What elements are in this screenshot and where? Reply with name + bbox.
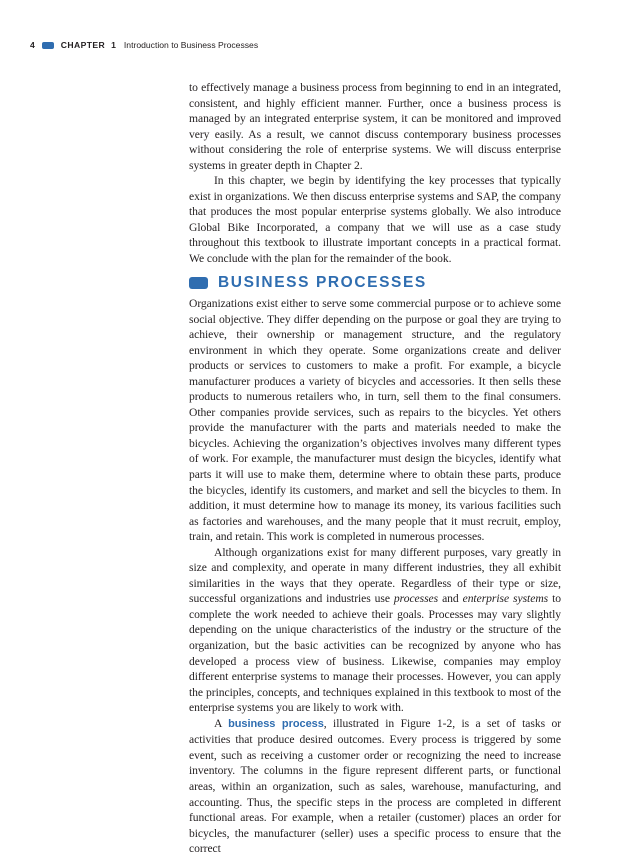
- chapter-title: Introduction to Business Processes: [123, 40, 259, 50]
- intro-text: [189, 80, 561, 267]
- emphasis-processes: processes: [393, 592, 439, 606]
- emphasis-enterprise-systems: enterprise systems: [462, 592, 549, 606]
- section-marker-icon: [189, 277, 208, 289]
- section-paragraph-2-text-c: to complete the work needed to achieve their goals. Processes may vary slightly depending on the unique characteristics of the industry or the structure of the organization, but the basic activities can be recognized by anyone who has developed a process view of business. Likewise, companies may employ different enterprise systems to manage their processes. However, you can apply the principles, concepts, and techniques explained in this textbook to most of the enterprise systems you are likely to work with.: [189, 592, 561, 715]
- key-term-business-process: business process: [228, 717, 324, 730]
- section-heading: [189, 272, 427, 294]
- section-paragraph-2-text-a: Although organizations exist for many different purposes, vary greatly in size and complexity, and operate in many different industries, they all exhibit similarities in the ways that they operate. Regardless of their type or size, successful organizations and industries use: [189, 545, 561, 606]
- section-paragraph-3: [189, 716, 561, 857]
- section-paragraph-1: Organizations exist either to serve some commercial purpose or to achieve some social objective. They differ depending on the purpose or goal they are trying to achieve, their ownership or management structure, and the regulatory environment in which they operate. Some organizations create and deliver products or services to customers to make a profit. For example, a bicycle manufacturer produces a variety of bicycles and accessories. It then sells these products to numerous retailers who, in turn, sell them to the final consumers. Other companies provide services, such as repairs to the bicycles. Yet others provide the manufacturer with the parts and materials needed to make the bicycles. Achieving the organization’s objectives involves many different types of work. For example, the manufacturer must design the bicycles, identify what parts it will use to make them, determine where to obtain these parts, produce the bicycles, identify its customers, and market and sell the bicycles to them. In addition, it must determine how to manage its money, its various facilities such as factories and warehouses, and the many people that it must recruit, employ, train, and retain. This work is completed in numerous processes.: [189, 297, 561, 544]
- chapter-number: 1: [111, 40, 116, 50]
- chapter-label: CHAPTER: [60, 40, 106, 50]
- section-text: [189, 296, 561, 857]
- intro-paragraph-2: In this chapter, we begin by identifying the key processes that typically exist in organizations. We then discuss enterprise systems and SAP, the company that produces the most popular enterprise systems globally. We also introduce Global Bike Incorporated, a company that we will use as a case study throughout this textbook to illustrate important concepts in a practical format. We conclude with the plan for the remainder of the book.: [189, 174, 561, 266]
- chapter-marker-icon: [42, 42, 54, 49]
- intro-paragraph-1: to effectively manage a business process from beginning to end in an integrated, consistent, and highly efficient manner. Further, once a business process is managed by an integrated enterprise system, it can be monitored and improved very easily. As a result, we cannot discuss contemporary business processes without considering the role of enterprise systems. We will discuss enterprise systems in greater depth in Chapter 2.: [189, 81, 561, 172]
- section-paragraph-3-text-b: , illustrated in Figure 1-2, is a set of tasks or activities that produce desired outcomes. Every process is triggered by some event, such as receiving a customer order or recognizing the need to increase inventory. The columns in the figure represent different parts, or functional areas, within an organization, such as sales, warehouse, manufacturing, and accounting. Thus, the specific steps in the process are completed in different functional areas. For example, when a retailer (customer) places an order for bicycles, the manufacturer (seller) uses a specific process to ensure that the correct: [189, 716, 562, 856]
- running-head: [30, 38, 258, 52]
- section-paragraph-2-text-b: and: [438, 592, 463, 606]
- section-paragraph-2: [189, 545, 561, 716]
- section-paragraph-3-text-a: A: [214, 716, 229, 730]
- section-heading-text: BUSINESS PROCESSES: [218, 274, 427, 291]
- page-number: 4: [30, 40, 35, 50]
